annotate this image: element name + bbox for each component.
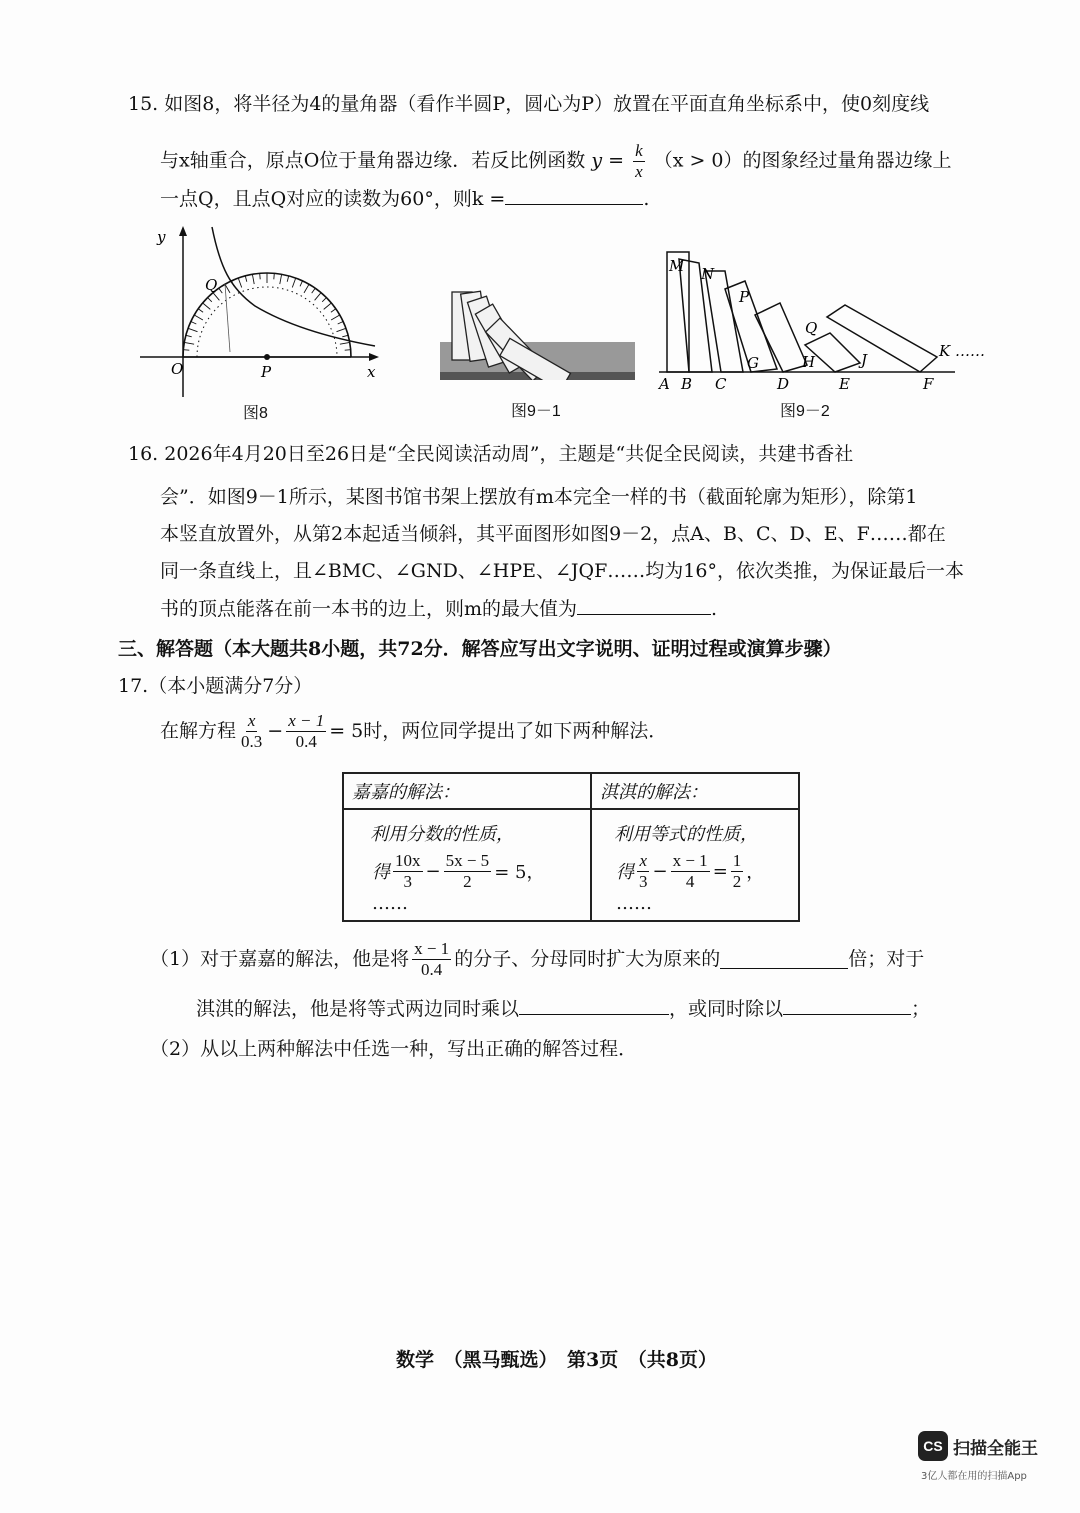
protractor-tick bbox=[287, 276, 289, 282]
fig92-label-N: N bbox=[701, 265, 715, 283]
q16-answer-blank bbox=[577, 614, 711, 615]
hyperbola bbox=[212, 227, 375, 346]
fig92-label-M: M bbox=[669, 257, 685, 275]
fig8-label-P: P bbox=[261, 363, 272, 381]
q17-part1-line2: 淇淇的解法，他是将等式两边同时乘以 ，或同时除以 ； bbox=[196, 998, 931, 1020]
solutions-table bbox=[342, 772, 800, 922]
fig92-label-P: P bbox=[739, 288, 750, 306]
q16-line1: 16. 2026年4月20日至26日是“全民阅读活动周”，主题是“共促全民阅读，共建书香社 bbox=[128, 443, 854, 465]
book-5 bbox=[755, 303, 807, 372]
q16-line5: 书的顶点能落在前一本书的边上，则m的最大值为 . bbox=[160, 598, 718, 620]
q17-intro-a: 在解方程 bbox=[160, 719, 237, 742]
protractor-tick bbox=[183, 350, 189, 351]
q15-line1: 15. 如图8，将半径为4的量角器（看作半圆P，圆心为P）放置在平面直角坐标系中，使0刻度线 bbox=[128, 93, 930, 115]
protractor-tick bbox=[191, 322, 196, 325]
q17-header: 17.（本小题满分7分） bbox=[118, 675, 313, 697]
protractor-tick bbox=[300, 281, 303, 286]
protractor-tick bbox=[331, 315, 340, 320]
protractor-tick bbox=[188, 328, 197, 331]
protractor-tick bbox=[252, 274, 254, 284]
q15-y-eq: y = bbox=[591, 149, 625, 172]
fig92-label-F: F bbox=[923, 375, 934, 393]
protractor-tick bbox=[208, 298, 212, 302]
protractor-tick bbox=[194, 315, 203, 320]
protractor-tick bbox=[219, 288, 223, 293]
fig9-1-caption: 图9－1 bbox=[511, 403, 561, 420]
q16-line5-text: 书的顶点能落在前一本书的边上，则m的最大值为 bbox=[160, 598, 578, 620]
q15-line2 bbox=[160, 142, 952, 181]
watermark-tagline: 3亿人都在用的扫描App bbox=[921, 1471, 1027, 1482]
point-P bbox=[264, 354, 270, 360]
protractor-tick bbox=[338, 322, 343, 325]
fig92-label-A: A bbox=[659, 375, 670, 393]
q17-blank-1 bbox=[720, 950, 848, 969]
protractor-tick bbox=[280, 274, 282, 284]
protractor-tick bbox=[331, 309, 336, 313]
q17-frac2: $\frac{x - 1}{0.4}$ bbox=[288, 711, 325, 751]
q17-part2: （2）从以上两种解法中任选一种，写出正确的解答过程． bbox=[150, 1038, 638, 1060]
protractor-tick bbox=[345, 350, 351, 351]
protractor-tick bbox=[340, 342, 350, 344]
fig92-label-Q: Q bbox=[805, 319, 818, 337]
q15-line3-text: 一点Q，且点Q对应的读数为60°，则k = bbox=[160, 188, 506, 210]
protractor-tick bbox=[337, 328, 346, 331]
figure-8 bbox=[135, 222, 385, 402]
camscanner-logo-icon: CS bbox=[918, 1431, 948, 1461]
q16-line3: 本竖直放置外，从第2本起适当倾斜，其平面图形如图9－2，点A、B、C、D、E、F……都在 bbox=[160, 523, 946, 545]
figure-9-1-photo bbox=[440, 284, 635, 380]
protractor-tick bbox=[260, 273, 261, 279]
q17-p1-line2a: 淇淇的解法，他是将等式两边同时乘以 bbox=[196, 998, 520, 1020]
q16-line2: 会”．如图9－1所示，某图书馆书架上摆放有m本完全一样的书（截面轮廓为矩形），除第1 bbox=[160, 486, 918, 508]
fig92-label-J: J bbox=[861, 351, 868, 369]
fig8-label-Q: Q bbox=[205, 276, 218, 294]
fig8-caption: 图8 bbox=[243, 405, 268, 422]
fig92-label-G: G bbox=[747, 354, 759, 372]
book-7 bbox=[827, 305, 937, 372]
protractor-tick bbox=[304, 284, 309, 293]
q17-blank-2 bbox=[519, 1014, 669, 1015]
q17-p1-line2b: ，或同时除以 bbox=[669, 998, 784, 1020]
section-3-heading: 三、解答题（本大题共8小题，共72分．解答应写出文字说明、证明过程或演算步骤） bbox=[118, 638, 842, 660]
qiqi-method: 利用等式的性质， 得 $\frac{x}{3}$ − $\frac{x - 1}{4}$ = $\frac{1}{2}$ ， …… bbox=[591, 809, 799, 921]
fig92-label-C: C bbox=[715, 375, 727, 393]
q15-line3: 一点Q，且点Q对应的读数为60°，则k = . bbox=[160, 188, 650, 210]
protractor-tick bbox=[186, 335, 192, 337]
figure-9-2 bbox=[655, 245, 1015, 395]
q15-answer-blank bbox=[505, 204, 643, 205]
protractor-tick bbox=[203, 303, 211, 309]
protractor-tick bbox=[315, 293, 321, 301]
protractor-tick bbox=[322, 298, 326, 302]
fig8-label-x: x bbox=[367, 363, 376, 381]
fig92-label-B: B bbox=[681, 375, 693, 393]
jiajia-header: 嘉嘉的解法： bbox=[343, 773, 591, 809]
page-footer: 数学 （黑马甄选） 第3页 （共8页） bbox=[396, 1349, 717, 1371]
fig9-2-caption: 图9－2 bbox=[780, 403, 830, 420]
q16-line4: 同一条直线上，且∠BMC、∠GND、∠HPE、∠JQF……均为16°，依次类推，为保证最后一本 bbox=[160, 560, 964, 582]
q17-frac1: $\frac{x}{0.3}$ bbox=[241, 711, 263, 751]
jiajia-method: 利用分数的性质， 得 $\frac{10x}{3}$ − $\frac{5x - 5}{2}$ = 5， …… bbox=[343, 809, 591, 921]
q17-intro: 在解方程 $\frac{x}{0.3}$ − $\frac{x - 1}{0.4}$ = 5时，两位同学提出了如下两种解法． bbox=[160, 711, 668, 751]
q17-p1-b: 的分子、分母同时扩大为原来的 bbox=[454, 947, 721, 970]
protractor-tick bbox=[238, 278, 241, 287]
protractor-tick bbox=[245, 276, 247, 282]
q15-line2a: 与x轴重合，原点O位于量角器边缘．若反比例函数 bbox=[160, 149, 586, 172]
protractor-tick bbox=[274, 273, 275, 279]
protractor-tick bbox=[292, 278, 295, 287]
protractor-tick bbox=[198, 309, 203, 313]
fig8-label-y: y bbox=[157, 228, 166, 246]
watermark-brand: 扫描全能王 bbox=[953, 1439, 1038, 1459]
q15-fraction: $\frac{k}{x}$ bbox=[635, 141, 643, 181]
q17-p1-a: （1）对于嘉嘉的解法，他是将 bbox=[150, 947, 410, 970]
q15-line2b: （x > 0）的图象经过量角器边缘上 bbox=[653, 149, 952, 172]
fig92-label-E: E bbox=[839, 375, 850, 393]
fig92-label-K: K …… bbox=[939, 342, 985, 360]
q17-part1-line1: （1）对于嘉嘉的解法，他是将 $\frac{x - 1}{0.4}$ 的分子、分母同时扩大为原来的 倍；对于 bbox=[150, 939, 925, 979]
fig92-label-H: H bbox=[802, 353, 816, 371]
q17-p1-c: 倍；对于 bbox=[848, 947, 925, 970]
protractor-tick bbox=[184, 342, 194, 344]
q17-intro-b: = 5时，两位同学提出了如下两种解法． bbox=[329, 719, 668, 742]
protractor-tick bbox=[312, 288, 316, 293]
protractor-tick bbox=[324, 303, 332, 309]
fig8-label-O: O bbox=[171, 360, 184, 378]
fig92-label-D: D bbox=[777, 375, 790, 393]
qiqi-header: 淇淇的解法： bbox=[591, 773, 799, 809]
q17-blank-3 bbox=[783, 1014, 911, 1015]
protractor-tick bbox=[342, 335, 348, 337]
